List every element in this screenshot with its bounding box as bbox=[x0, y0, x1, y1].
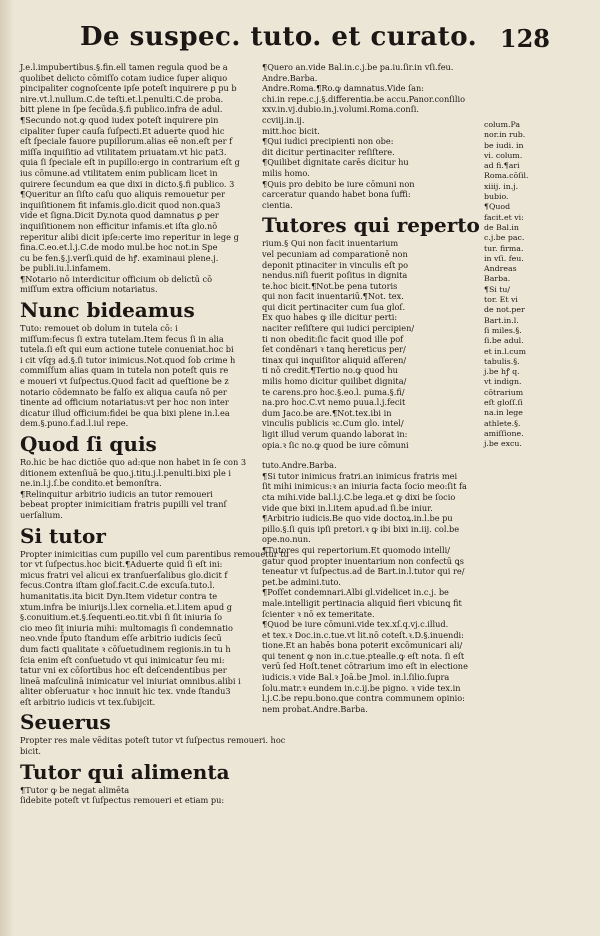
text-line: na.pro hoc.C.vt nemo puua.l.j.fecit bbox=[262, 397, 406, 408]
folio-number: 128 bbox=[499, 24, 550, 53]
marginal-gloss-line: Andreas bbox=[484, 264, 517, 274]
text-line: Propter inimicitias cum pupillo vel cum parentibus remouetur tu bbox=[20, 548, 289, 559]
text-line: commiſſum alias quam in tutela non poteſt quis re bbox=[20, 365, 229, 376]
text-line: ¶Poſſet condemnari.Albi gl.videlicet in.c.j. be bbox=[262, 587, 449, 598]
text-line: bicit. bbox=[20, 746, 41, 757]
text-line: inquiſitionem fit infamis.glo.dicit quod non.qua3 bbox=[20, 199, 221, 210]
text-line: te carens.pro hoc.§.eo.l. puma.§.fi/ bbox=[262, 386, 405, 397]
text-line: Ro.hic be hac dictiōe quo ad:que non habet in ſe con 3 bbox=[20, 457, 247, 467]
text-line: be publi.iu.l.infamem. bbox=[20, 263, 111, 274]
text-line: milis homo. bbox=[262, 167, 310, 178]
text-line: nire.vt.l.nullum.C.de teſti.et.l.penulti.C.de proba. bbox=[20, 93, 224, 104]
text-line: cientia. bbox=[262, 199, 293, 210]
text-line: opia.ꝛ ſic no.ꝙ quod be iure cōmuni bbox=[262, 439, 409, 450]
text-line: miſſum extra officium notariatus. bbox=[20, 284, 158, 295]
text-line: Andre.Roma.¶Ro.ꝙ damnatus.Vide ſan: bbox=[262, 83, 425, 94]
text-line: bitt plene in ſpe ſecūda.§.fi publico.infra de adul. bbox=[20, 104, 223, 115]
text-line: quia ſi ſpeciale eſt in pupillo:ergo in contrarium eſt g bbox=[20, 157, 240, 168]
text-line: miſſum:fecus ſi extra tutelam.Item fecus ſi in alia bbox=[20, 333, 224, 344]
text-line: tinente ad officium notariatus:vt per hoc non inter bbox=[20, 397, 229, 408]
section-rubric: Tutores qui reperto bbox=[262, 213, 480, 238]
text-line: ccviij.in.ij. bbox=[262, 114, 305, 125]
text-line: Ex quo habes ꝙ ille dicitur perti: bbox=[262, 312, 398, 323]
text-line: ¶Tutores qui repertorium.Et quomodo intelli/ bbox=[262, 544, 451, 555]
text-line: dum Jaco.be are.¶Not.tex.ibi in bbox=[262, 407, 392, 418]
text-line: rium.§ Qui non facit inuentarium bbox=[262, 238, 399, 249]
text-line: ligit illud verum quando laborat in: bbox=[262, 429, 408, 439]
text-line: qui dicit pertinaciter cum ſua gloſ. bbox=[262, 301, 406, 312]
text-line: Propter res male vēditas poteſt tutor vt ſuſpectus remoueri. hoc bbox=[20, 735, 286, 746]
text-line: ¶Secundo not.ꝙ quod iudex poteſt inquirere pin bbox=[20, 114, 219, 125]
text-line: eſt ſpeciale fauore pupillorum.alias eē non.eſt per f bbox=[20, 136, 233, 147]
text-line: dem.§.puno.f.ad.l.iul repe. bbox=[20, 418, 129, 429]
text-line: qui non facit inuentariū.¶Not. tex. bbox=[262, 291, 404, 302]
marginal-gloss-line: Roma.cōſil. bbox=[484, 171, 529, 181]
text-line: ſcienter ꝛ nō ex temeritate. bbox=[262, 608, 375, 619]
text-column-middle bbox=[262, 62, 480, 714]
text-line: cta mihi.vide bal.l.j.C.be lega.et ꝙ dixi be ſocio bbox=[262, 491, 456, 502]
text-line: ¶Arbitrio iudicis.Be quo vide doctoꝝ.in.l.be pu bbox=[262, 513, 453, 524]
text-line: inquiſitionem non efficitur infamis.et iſta glo.nō bbox=[20, 220, 218, 231]
text-line: ius cōmune.ad vtilitatem enim publicam licet in bbox=[20, 167, 218, 178]
marginal-gloss-line: be iudi. in bbox=[484, 140, 524, 150]
text-line: ¶Notario nō interdicitur officium ob delictū cō bbox=[20, 273, 212, 284]
text-line: ¶Quilibet dignitate carēs dicitur hu bbox=[262, 157, 409, 168]
text-line: J.e.l.impubertibus.§.fin.ell tamen regula quod be a bbox=[20, 62, 228, 72]
text-line: vide et ſigna.Dicit Dy.nota quod damnatus ꝑ per bbox=[20, 210, 219, 221]
marginal-gloss-line: xiiij. in.j. bbox=[484, 181, 519, 191]
text-line: pillo.§.ſi quis ipſi pretori.ꝛ ꝙ ibi bixi in.iij. col.be bbox=[262, 523, 460, 534]
text-line: iudicis.ꝛ vide Bal.ꝛ Joā.be Jmol. in.l.ſilio.ſupra bbox=[262, 672, 450, 683]
text-line: tor vt ſuſpectus.hoc bicit.¶Aduerte quid ſi eſt ini: bbox=[20, 559, 223, 570]
section-rubric: Tutor qui alimenta bbox=[20, 759, 230, 784]
text-line: ¶Relinquitur arbitrio iudicis an tutor remoueri bbox=[20, 488, 213, 499]
text-line: lineā maſculinā inimicatur vel iniuriat omnibus.alibi i bbox=[20, 675, 241, 686]
marginal-gloss-line: Barba. bbox=[484, 274, 511, 284]
text-line: humanitatis.ita bicit Dyn.Item videtur contra te bbox=[20, 590, 218, 601]
marginal-gloss-line: et in.l.cum bbox=[484, 346, 526, 356]
text-line: eſt arbitrio iudicis vt tex.ſubijcit. bbox=[20, 696, 156, 707]
text-line: deponit ptinaciter in vinculis eſt po bbox=[262, 259, 409, 270]
text-line: milis homo dicitur quilibet dignita/ bbox=[262, 376, 407, 387]
text-line: tinax qui inquiſitor aliquid aſſeren/ bbox=[262, 354, 407, 365]
text-line: ſet condēnari ꝛ tanꝗ hereticus per/ bbox=[262, 344, 406, 355]
text-line: fecus.Contra iſtam gloſ.facit.C.de excuſa.tuto.l. bbox=[20, 580, 215, 591]
text-line: chi.in repe.c.j.§.differentia.be accu.Panor.conſilio bbox=[262, 93, 466, 104]
text-line: cio meo ſit iniuria mihi: multomagis ſi condemnatio bbox=[20, 622, 233, 633]
marginal-gloss-column bbox=[484, 120, 544, 450]
marginal-gloss-line: in vſi. feu. bbox=[484, 253, 524, 263]
text-line: fina.C.eo.et.l.j.C.de modo mul.be hoc not.in Spe bbox=[20, 242, 218, 253]
text-line: Andre.Barba. bbox=[262, 72, 318, 83]
text-line: pet.be admini.tuto. bbox=[262, 576, 341, 587]
marginal-gloss-line: amiſſione. bbox=[484, 428, 524, 438]
text-line: ¶Quero an.vide Bal.in.c.j.be pa.iu.ſir.in vſi.feu. bbox=[262, 62, 454, 72]
text-line: vide que bixi in.l.item apud.ad ſi.be iniur. bbox=[262, 502, 433, 513]
text-line: vel pecuniam ad comparationē non bbox=[262, 248, 408, 259]
marginal-gloss-line: nor.in rub. bbox=[484, 130, 526, 140]
text-line: te.hoc bicit.¶Not.be pena tutoris bbox=[262, 280, 398, 291]
text-line: ſolu.matr.ꝛ eundem in.c.ij.be pigno. ꝛ vide tex.in bbox=[262, 682, 461, 693]
text-line: §.conuitium.et.§.ſequenti.eo.tit.vbi ſi ſit iniuria ſo bbox=[20, 612, 223, 623]
text-line: dicatur illud officium:fidei be qua bixi plene in.l.ea bbox=[20, 407, 230, 418]
text-line: quirere ſecundum ea que dixi in dicto.§.fi publico. 3 bbox=[20, 178, 235, 189]
page-header bbox=[80, 22, 550, 62]
text-line: dum facti qualitate ꝛ cōſuetudinem regionis.in tu h bbox=[20, 643, 231, 654]
marginal-gloss-line: ¶Si tu/ bbox=[484, 284, 511, 294]
marginal-gloss-line: cōtrarium bbox=[484, 387, 524, 397]
marginal-gloss-line: bubio. bbox=[484, 192, 509, 202]
marginal-gloss-line: eſt gloſſ.ſi bbox=[484, 398, 523, 408]
marginal-gloss-line: tabulis.§. bbox=[484, 356, 520, 366]
marginal-gloss-line: j.be hꝭ q. bbox=[484, 367, 520, 377]
marginal-gloss-line: c.j.be pac. bbox=[484, 233, 525, 243]
marginal-gloss-line: facit.et vi: bbox=[484, 212, 524, 222]
text-line: ¶Quod be iure cōmuni.vide tex.xſ.q.vj.c.illud. bbox=[262, 619, 449, 630]
text-line: ope.no.nun. bbox=[262, 534, 311, 545]
text-line: tuto.Andre.Barba. bbox=[262, 460, 337, 471]
marginal-gloss-line: tur. firma. bbox=[484, 243, 524, 253]
text-line: ¶Quis pro debito be iure cōmuni non bbox=[262, 178, 415, 189]
page-gutter-shadow bbox=[0, 0, 14, 936]
marginal-gloss-line: ad fi.¶ari bbox=[484, 161, 520, 171]
text-line: ne.in.l.j.ſ.be condito.et bemonſtra. bbox=[20, 478, 162, 489]
text-line: ¶Qui iudici precipienti non obe: bbox=[262, 136, 394, 147]
marginal-gloss-line: j.be excu. bbox=[484, 439, 522, 449]
text-line: l.j.C.be repu.bono.que contra communem opinio: bbox=[262, 693, 465, 704]
text-line: ¶Si tutor inimicus fratri.an inimicus fratris mei bbox=[262, 470, 458, 481]
text-line: cipaliter ſuper cauſa ſuſpecti.Et aduerte quod hic bbox=[20, 125, 225, 136]
text-line: nem probat.Andre.Barba. bbox=[262, 703, 368, 714]
text-line: naciter reſiſtere qui iudici percipien/ bbox=[262, 323, 415, 334]
text-line: vinculis publicis ꝛc.Cum glo. intel/ bbox=[262, 418, 404, 429]
section-rubric: Seuerus bbox=[20, 710, 111, 735]
marginal-gloss-line: vt indign. bbox=[484, 377, 522, 387]
marginal-gloss-line: Bart.in.l. bbox=[484, 315, 519, 325]
text-line: xxv.in.vj.dubio.in.j.volumi.Roma.conſi. bbox=[262, 104, 419, 115]
marginal-gloss-line: na.in lege bbox=[484, 408, 523, 418]
marginal-gloss-line: ſi.be adul. bbox=[484, 336, 524, 346]
text-line: gatur quod propter inuentarium non confectū ꝗs bbox=[262, 555, 464, 566]
text-line: ſcia enim eſt conſuetudo vt qui inimicatur ſeu mi: bbox=[20, 654, 225, 665]
text-line: micus fratri vel alicui ex tranſuerſalibus glo.dicit f bbox=[20, 569, 228, 580]
text-line: verū ſed Hoſt.tenet cōtrarium imo eſt in electione bbox=[262, 661, 468, 672]
text-line: mitt.hoc bicit. bbox=[262, 125, 320, 136]
marginal-gloss-line: tor. Et vi bbox=[484, 295, 518, 305]
marginal-gloss-line: ſi miles.§. bbox=[484, 325, 522, 335]
marginal-gloss-line: ¶Quod bbox=[484, 202, 511, 212]
text-line: xtum.infra be iniurijs.l.lex cornelia.et.l.item apud g bbox=[20, 601, 232, 612]
text-line: bebeat propter inimicitiam fratris pupilli vel tranſ bbox=[20, 499, 227, 510]
section-rubric: Quod ſi quis bbox=[20, 432, 157, 456]
text-line: i cit vſqȝ ad.§.ſi tutor inimicus.Not.quod ſob crime h bbox=[20, 354, 236, 365]
text-line: e moueri vt ſuſpectus.Quod facit ad queſtione be z bbox=[20, 376, 229, 387]
text-line: Tuto: remouet ob dolum in tutela cō: i bbox=[20, 323, 178, 334]
text-line: ſit mihi inimicus:ꝛ an iniuria facta ſocio meo:ſit fa bbox=[262, 481, 467, 492]
text-line: neo.vnde ſ̄puto ſtandum eſſe arbitrio iudicis ſecū bbox=[20, 633, 222, 644]
text-line: carceratur quando habet bona ſuffi: bbox=[262, 189, 411, 200]
marginal-gloss-line: colum.Pa bbox=[484, 120, 520, 129]
text-line: tutela.ſi eſt qui eum actione tutele conueniat.hoc bi bbox=[20, 344, 234, 355]
text-line: male.intelligit pertinacia aliquid fieri vbicunꝗ fit bbox=[262, 597, 462, 608]
text-line: cu be fen.§.j.verſi.quid de hꝭ. examinaui plene.j. bbox=[20, 252, 219, 263]
paragraph-gap bbox=[262, 450, 470, 460]
text-line: qui tenent ꝙ non in.c.tue.ptealle.ꝙ eſt nota. ſi eſt bbox=[262, 650, 465, 661]
marginal-gloss-line: de Bal.in bbox=[484, 222, 519, 232]
text-line: nendus.niſi fuerit poſitus in dignita bbox=[262, 270, 408, 281]
text-line: ti nō credit.¶Tertio no.ꝙ quod hu bbox=[262, 365, 398, 376]
section-rubric: Si tutor bbox=[20, 523, 106, 548]
text-line: quolibet delicto cōmiſſo cotam iudice ſuper aliquo bbox=[20, 72, 228, 83]
marginal-gloss-line: athlete.§. bbox=[484, 418, 521, 428]
text-line: tione.Et an habēs bona poterit excōmunicari ali/ bbox=[262, 640, 463, 651]
running-title: De suspec. tuto. et curato. bbox=[80, 22, 478, 52]
text-line: dit dicitur pertinaciter reſiſtere. bbox=[262, 146, 395, 157]
text-line: ti non obedit:ſic facit quod ille pof bbox=[262, 333, 404, 344]
text-line: notario cōdemnato be falſo ex aliqua cauſa nō per bbox=[20, 386, 227, 397]
text-line: miſſa inquiſitio ad vtilitatem priuatam.vt hic pat3. bbox=[20, 146, 227, 157]
text-line: reperitur alibi dicit ipſe:certe imo reperitur in lege g bbox=[20, 231, 239, 242]
text-line: aliter obſeruatur ꝛ hoc innuit hic tex. vnde ſtandu3 bbox=[20, 686, 231, 697]
text-line: tatur vni ex cōſortibus hoc eſt deſcendentibus per bbox=[20, 665, 227, 676]
text-line: ditionem extenſiuā be quo.j.titu.j.l.penulti.bixi ple i bbox=[20, 467, 232, 478]
text-line: teneatur vt ſuſpectus.ad de Bart.in.l.tutor qui re/ bbox=[262, 566, 465, 577]
marginal-gloss-line: de not.per bbox=[484, 305, 525, 315]
text-line: et tex.ꝛ Doc.in.c.tue.vt lit.nō coteſt.ꝛ.D.§.inuendi: bbox=[262, 629, 464, 640]
text-line: uerſalium. bbox=[20, 509, 63, 520]
text-line: pincipaliter cognoſcente ipſe poteſt inquirere ꝑ pu b bbox=[20, 83, 237, 94]
text-line: ¶Queritur an ſiſto caſu quo aliquis remouetur per bbox=[20, 189, 226, 200]
section-rubric: Nunc bideamus bbox=[20, 298, 195, 323]
marginal-gloss-line: vi. colum. bbox=[484, 150, 523, 160]
text-line: ¶Tutor ꝙ be negat alimēta bbox=[20, 784, 130, 795]
text-line: ſidebite poteſt vt ſuſpectus remoueri et etiam pu: bbox=[20, 795, 225, 806]
